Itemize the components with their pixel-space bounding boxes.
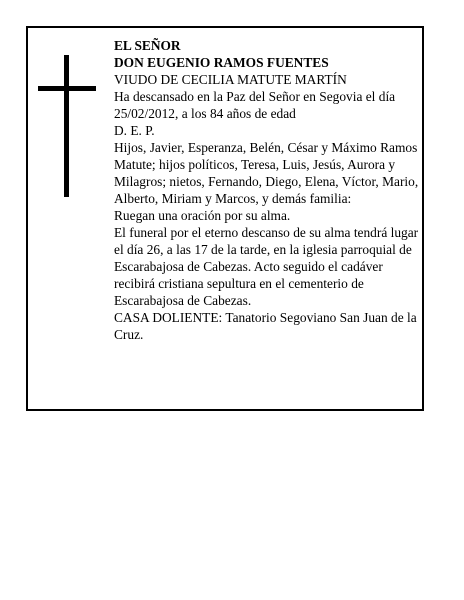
cross-vertical-bar xyxy=(64,55,69,197)
funeral-details: El funeral por el eterno descanso de su alma tendrá lugar el día 26, a las 17 de la tarde, en la iglesia parroquial de Escarabajosa de Cabezas. Acto seguido el cadáver recibirá cristiana sepultura en el cementerio de Escarabajosa de Cabezas. xyxy=(114,225,419,308)
title-line-1: EL SEÑOR xyxy=(114,38,181,53)
cross-horizontal-bar xyxy=(38,86,96,91)
rip-line: D. E. P. xyxy=(114,123,155,138)
mourning-house: CASA DOLIENTE: Tanatorio Segoviano San Juan de la Cruz. xyxy=(114,310,417,342)
deceased-name: DON EUGENIO RAMOS FUENTES xyxy=(114,55,329,70)
obituary-text xyxy=(114,37,420,343)
prayer-request: Ruegan una oración por su alma. xyxy=(114,208,291,223)
rest-statement: Ha descansado en la Paz del Señor en Segovia el día 25/02/2012, a los 84 años de edad xyxy=(114,89,396,121)
family-list: Hijos, Javier, Esperanza, Belén, César y Máximo Ramos Matute; hijos políticos, Teresa, Luis, Jesús, Aurora y Milagros; nietos, Fernando, Diego, Elena, Víctor, Mario, Alberto, Miriam y Marcos, y demás familia: xyxy=(114,140,419,206)
widower-line: VIUDO DE CECILIA MATUTE MARTÍN xyxy=(114,72,347,87)
